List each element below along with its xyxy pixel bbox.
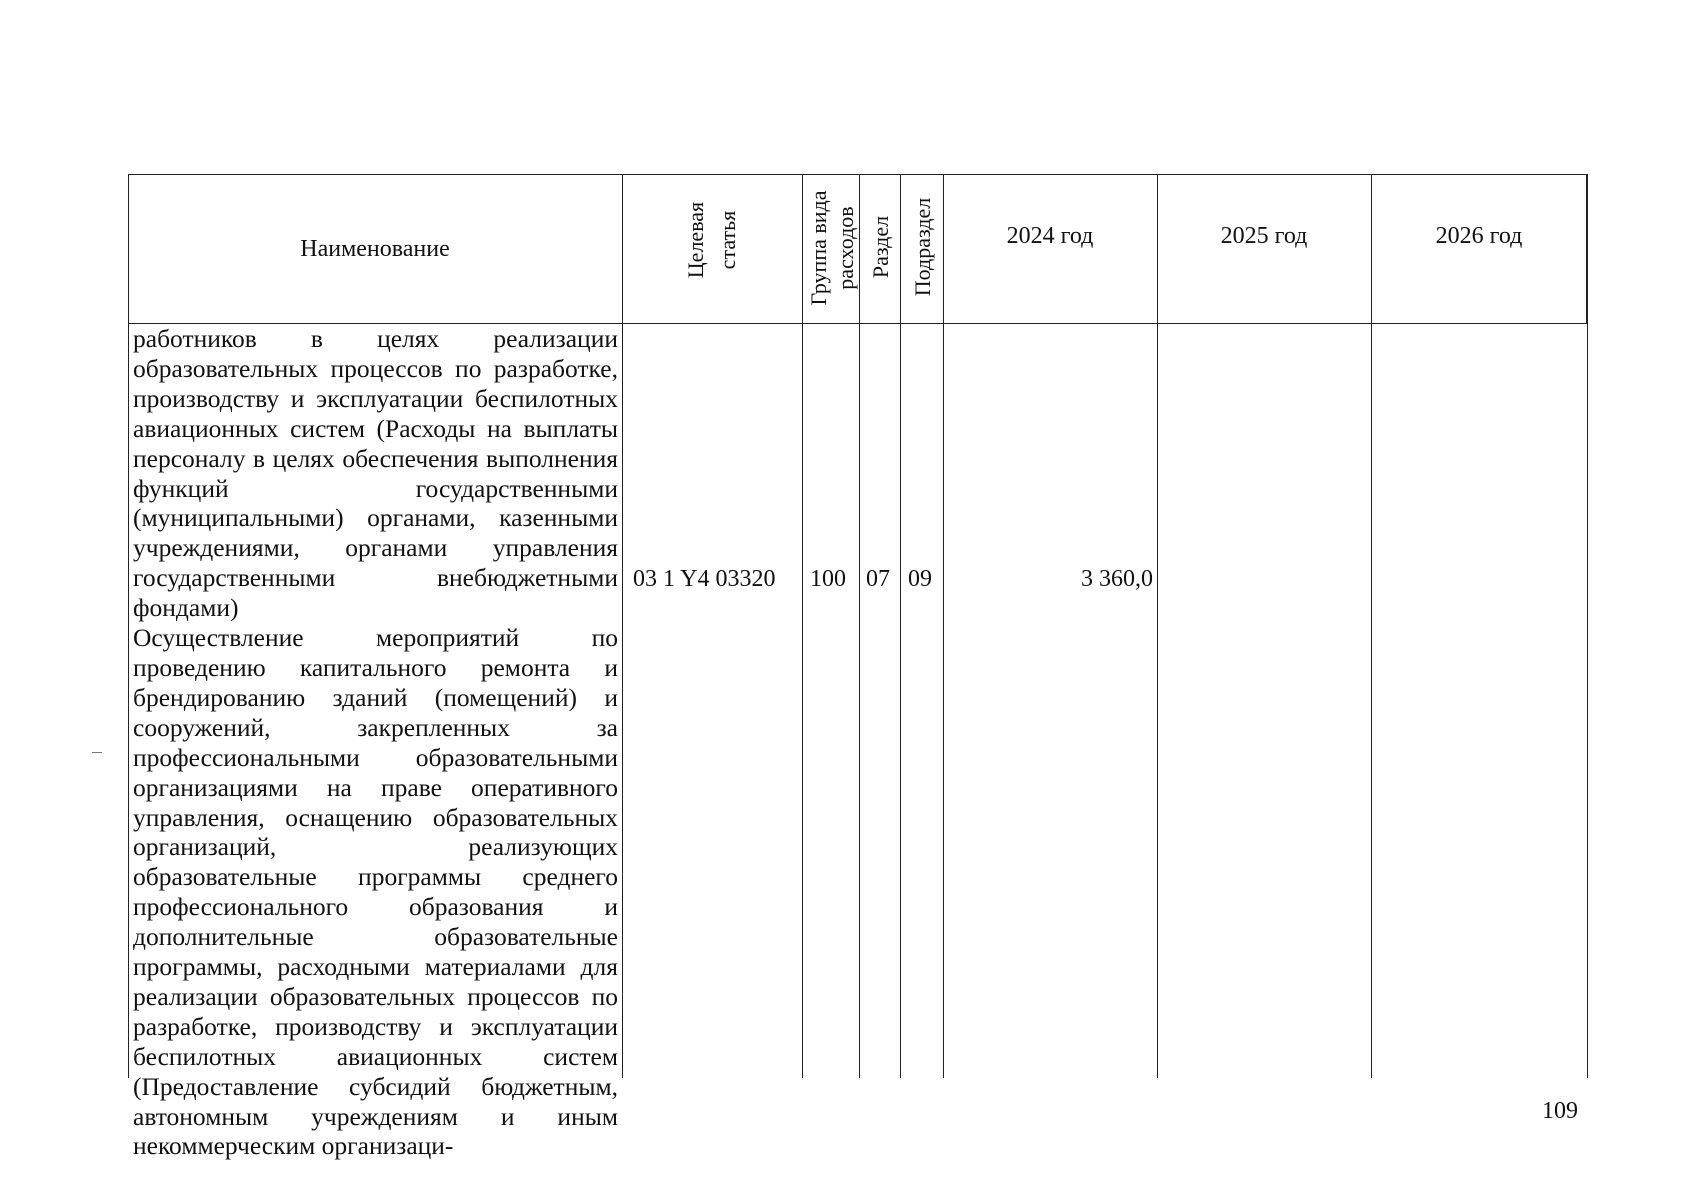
header-year-2024: 2024 год: [1006, 223, 1094, 249]
scan-mark: [92, 752, 102, 753]
header-target-article-line2: статья: [715, 210, 740, 270]
column-border: [622, 174, 623, 1078]
page-number: 109: [1542, 1098, 1578, 1124]
header-expense-group-line1: Группа вида: [806, 190, 831, 306]
column-border: [128, 174, 129, 1078]
column-border: [1371, 174, 1372, 1078]
row-section: 07: [866, 566, 890, 592]
row-name-text-part1: работников в целях реализации образовательных процессов по разработке, производству и эксплуатации беспилотных авиационных систем (Расходы на выплаты персоналу в целях обеспечения выполнения функций государственными (муниципальными) органами, казенными учреждениями, органами управления государственными внебюджетными фондами): [133, 324, 618, 623]
column-border: [1587, 174, 1588, 1078]
header-year-2025: 2025 год: [1220, 223, 1308, 249]
column-border: [802, 174, 803, 1078]
row-name-text-part2: Осуществление мероприятий по проведению капитального ремонта и брендированию зданий (помещений) и сооружений, закрепленных за профессиональными образовательными организациями на праве оперативного управления, оснащению образовательных организаций, реализующих образовательные программы среднего профессионального образования и дополнительные образовательные программы, расходными материалами для реализации образовательных процессов по разработке, производству и эксплуатации беспилотных авиационных систем (Предоставление субсидий бюджетным, автономным учреждениям и иным некоммерческим организаци-: [133, 623, 618, 1161]
column-border: [943, 174, 944, 1078]
header-subsection: Подраздел: [910, 197, 935, 297]
header-name: Наименование: [300, 236, 450, 262]
header-expense-group-line2: расходов: [833, 206, 858, 290]
row-amount-2024: 3 360,0: [1081, 566, 1153, 592]
row-target-article: 03 1 Y4 03320: [633, 566, 776, 592]
column-border: [900, 174, 901, 1078]
row-name-cell: [133, 324, 618, 1161]
header-section: Раздел: [868, 215, 893, 279]
header-year-2026: 2026 год: [1435, 223, 1523, 249]
header-target-article-line1: Целевая: [683, 201, 708, 279]
column-border: [859, 174, 860, 1078]
row-expense-group: 100: [810, 566, 846, 592]
row-subsection: 09: [908, 566, 932, 592]
column-border: [1157, 174, 1158, 1078]
